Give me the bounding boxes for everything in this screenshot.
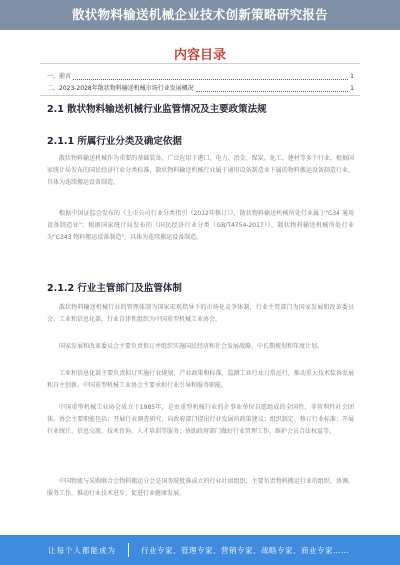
toc-entry[interactable]: [47, 84, 354, 94]
footer-divider: [128, 543, 129, 557]
toc-entry-label: 一、前言: [47, 73, 72, 80]
footer-roles: 行业专家、管理专家、营销专家、战略专家、商业专家……: [141, 545, 349, 555]
footer-banner: [0, 535, 400, 565]
paragraph: 散状物料输送机械作为重要的基础装备，广泛应用于港口、电力、冶金、煤炭、化工、建材等多个行业。根据国家统计局发布的国民经济行业分类标准，散状物料输送机械行业属于通用设备制造业下属的物料搬运设备制造行业，具体为连续搬运设备制造。: [47, 155, 354, 186]
toc-entry-page: 1: [350, 85, 354, 92]
toc-title: 内容目录: [173, 48, 226, 63]
paragraph: 中国物流与采购联合会物料搬运分会是国务院批准成立的行业社团组织，主要负责物料搬运行业的组织、协调、服务工作，推动行业技术进步，促进行业健康发展。: [47, 478, 354, 497]
section-heading-2-1-2: 2.1.2 行业主管部门及监管体制: [47, 283, 182, 294]
paragraph: 根据中国证监会发布的《上市公司行业分类指引（2012年修订）》，散状物料输送机械所处行业属于"C34 通用设备制造业"；根据国家统计局发布的《国民经济行业分类（GB/T4754-2017）》，散状物料输送机械所处行业为"C343 物料搬运设备制造"，具体为连续搬运设备制造。: [47, 210, 354, 241]
report-header-bar: [0, 0, 400, 30]
section-heading-2-1-1: 2.1.1 所属行业分类及确定依据: [47, 136, 182, 147]
paragraph: 国家发展和改革委员会主要负责拟订并组织实施国民经济和社会发展战略、中长期规划和年度计划。: [59, 343, 324, 350]
toc-leader-dots: [196, 86, 348, 92]
section-heading-2-1: 2.1 散状物料输送机械行业监管情况及主要政策法规: [47, 104, 267, 115]
toc-entry-page: 1: [350, 73, 354, 80]
toc-divider-bottom: [40, 95, 360, 96]
paragraph: 散状物料输送机械行业的管理体制为国家宏观指导下的市场化竞争体制，行业主管部门为国家发展和改革委员会、工业和信息化部，行业自律性组织为中国重型机械工业协会。: [47, 304, 354, 323]
toc-entry-label: 二、2023-2028年散状物料输送机械市场行业发展概况: [47, 85, 194, 92]
toc-entry[interactable]: [47, 72, 354, 82]
report-title: 散状物料输送机械企业技术创新策略研究报告: [71, 7, 328, 22]
toc-divider-top: [40, 63, 360, 64]
toc-leader-dots: [73, 74, 348, 80]
paragraph: 工业和信息化部主要负责拟订实施行业规划、产业政策和标准，监测工业行业日常运行，推动重大技术装备发展和自主创新。中国重型机械工业协会主要承担行业引导和服务职能。: [47, 370, 354, 389]
paragraph: 中国重型机械工业协会成立于1985年，是由重型机械行业的企事业单位自愿组成的全国性、非营利性社会团体。协会主要职能包括：开展行业调查研究，向政府部门提出行业发展的政策建议；组织制定、修订行业标准；开展行业统计、信息交流、技术咨询、人才培训等服务；协助政府部门做好行业管理工作，维护会员合法权益等。: [47, 404, 354, 435]
footer-slogan: 让每个人都能成为: [48, 545, 116, 555]
